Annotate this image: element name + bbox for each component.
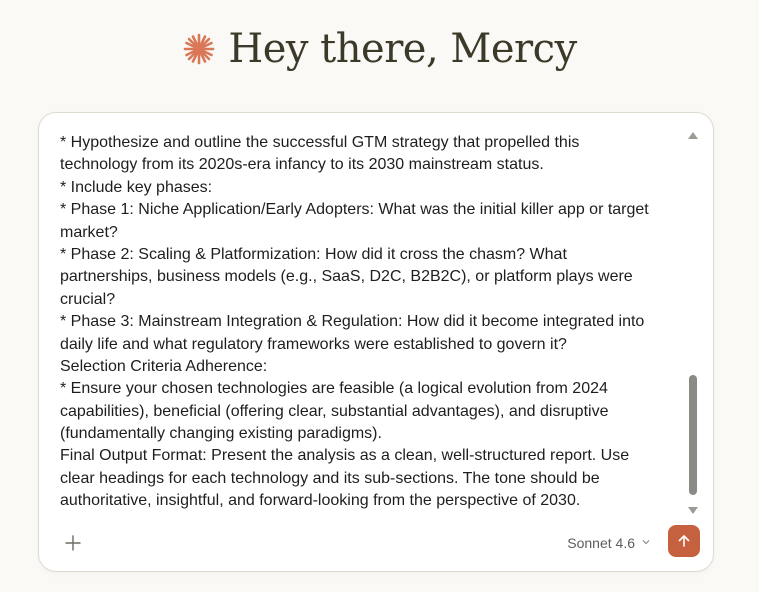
- scroll-up-arrow-icon[interactable]: [688, 132, 698, 139]
- prompt-text-line: partnerships, business models (e.g., SaaS, D2C, B2B2C), or platform plays were: [60, 268, 633, 286]
- send-button[interactable]: [668, 525, 700, 557]
- prompt-text-line: daily life and what regulatory frameworks were established to govern it?: [60, 335, 567, 353]
- prompt-text-line: crucial?: [60, 290, 116, 308]
- greeting-header: [0, 26, 759, 72]
- prompt-text-line: * Phase 2: Scaling & Platformization: How did it cross the chasm? What: [60, 245, 567, 263]
- asterisk-burst-icon: [182, 32, 216, 66]
- plus-icon: [65, 535, 81, 551]
- model-label: Sonnet 4.6: [567, 535, 635, 551]
- prompt-text-line: clear headings for each technology and its sub-sections. The tone should be: [60, 469, 600, 487]
- scroll-down-arrow-icon[interactable]: [688, 507, 698, 514]
- scrollbar-thumb[interactable]: [689, 375, 697, 495]
- message-composer: [38, 112, 714, 572]
- prompt-text-line: * Phase 1: Niche Application/Early Adopters: What was the initial killer app or target: [60, 201, 649, 219]
- arrow-up-icon: [676, 533, 692, 549]
- chevron-down-icon: [641, 537, 651, 550]
- prompt-text-line: Selection Criteria Adherence:: [60, 357, 268, 375]
- prompt-text-line: * Ensure your chosen technologies are feasible (a logical evolution from 2024: [60, 380, 608, 398]
- prompt-input[interactable]: [60, 113, 690, 518]
- add-attachment-button[interactable]: [59, 529, 87, 557]
- prompt-text-line: * Include key phases:: [60, 178, 213, 196]
- prompt-text-line: Final Output Format: Present the analysis as a clean, well-structured report. Use: [60, 447, 630, 465]
- prompt-text: [60, 132, 690, 513]
- model-selector[interactable]: [567, 531, 651, 555]
- greeting-title: Hey there, Mercy: [228, 26, 577, 72]
- prompt-text-line: market?: [60, 223, 118, 241]
- prompt-text-line: * Hypothesize and outline the successful GTM strategy that propelled this: [60, 134, 580, 151]
- prompt-text-line: (fundamentally changing existing paradigms).: [60, 425, 382, 443]
- composer-toolbar: [39, 523, 714, 563]
- prompt-text-line: capabilities), beneficial (offering clear, substantial advantages), and disruptive: [60, 402, 609, 420]
- prompt-text-line: authoritative, insightful, and forward-looking from the perspective of 2030.: [60, 492, 581, 510]
- prompt-text-line: technology from its 2020s-era infancy to its 2030 mainstream status.: [60, 156, 544, 174]
- prompt-scrollbar[interactable]: [687, 127, 699, 513]
- prompt-text-line: * Phase 3: Mainstream Integration & Regulation: How did it become integrated into: [60, 313, 645, 331]
